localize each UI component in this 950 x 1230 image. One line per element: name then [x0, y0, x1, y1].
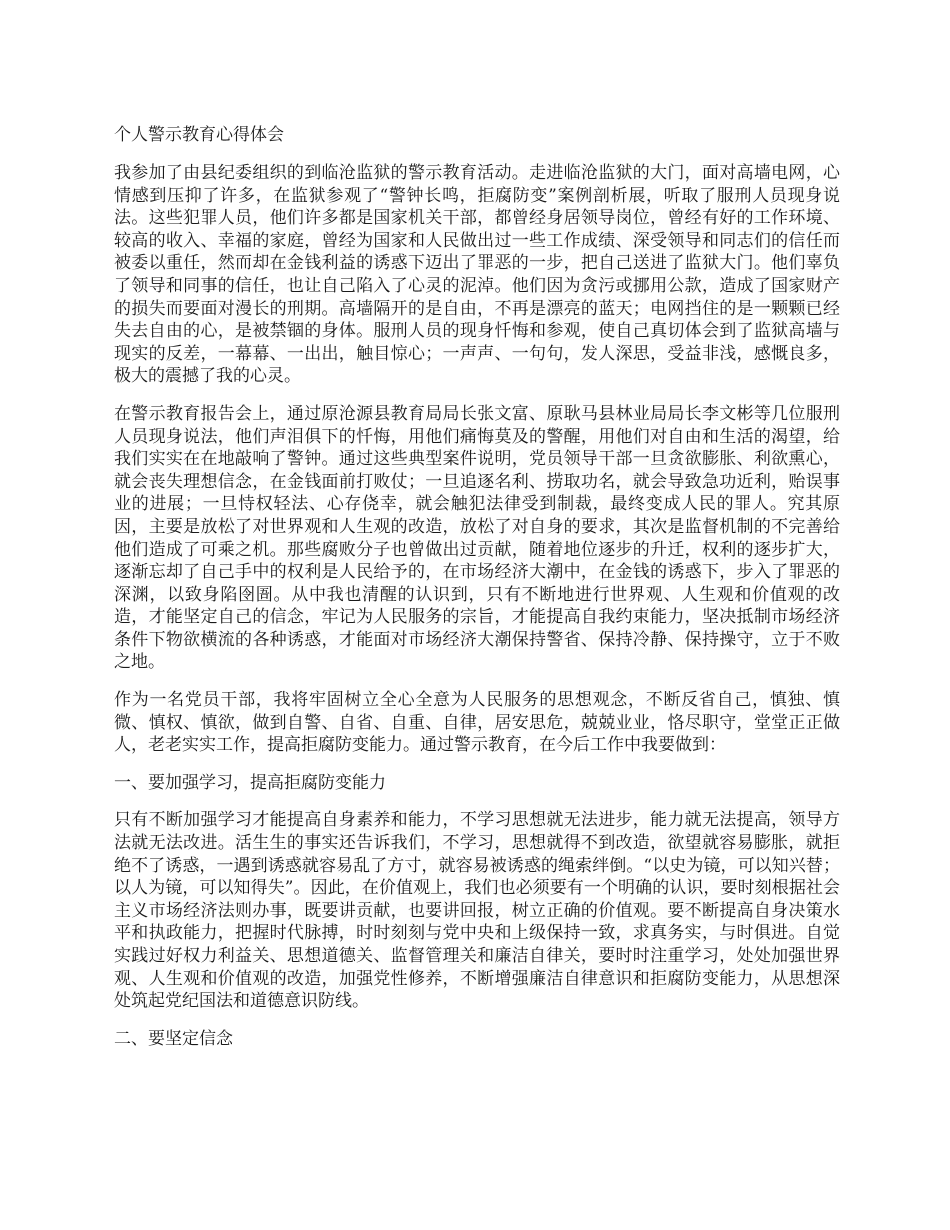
paragraph-report-meeting: 在警示教育报告会上，通过原沧源县教育局局长张文富、原耿马县林业局局长李文彬等几位服刑人员现身说法，他们声泪俱下的忏悔，用他们痛悔莫及的警醒，用他们对自由和生活的渴望，给我们实实在在地敲响了警钟。通过这些典型案件说明，党员领导干部一旦贪欲膨胀、利欲熏心，就会丧失理想信念，在金钱面前打败仗；一旦追逐名利、捞取功名，就会导致急功近利，贻误事业的进展；一旦恃权轻法、心存侥幸，就会触犯法律受到制裁，最终变成人民的罪人。究其原因，主要是放松了对世界观和人生观的改造，放松了对自身的要求，其次是监督机制的不完善给他们造成了可乘之机。那些腐败分子也曾做出过贡献，随着地位逐步的升迁，权利的逐步扩大，逐渐忘却了自己手中的权利是人民给予的，在市场经济大潮中，在金钱的诱惑下，步入了罪恶的深渊，以致身陷囹圄。从中我也清醒的认识到，只有不断地进行世界观、人生观和价值观的改造，才能坚定自己的信念，牢记为人民服务的宗旨，才能提高自我约束能力，坚决抵制市场经济条件下物欲横流的各种诱惑，才能面对市场经济大潮保持警省、保持冷静、保持操守，立于不败之地。 [114, 403, 840, 673]
document-page [114, 124, 840, 1065]
section-heading-study: 一、要加强学习，提高拒腐防变能力 [114, 772, 386, 793]
document-title: 个人警示教育心得体会 [114, 125, 284, 145]
section-heading-belief: 二、要坚定信念 [114, 1028, 233, 1049]
paragraph-study: 只有不断加强学习才能提高自身素养和能力，不学习思想就无法进步，能力就无法提高，领导方法就无法改进。活生生的事实还告诉我们，不学习，思想就得不到改造，欲望就容易膨胀，就拒绝不了诱惑，一遇到诱惑就容易乱了方寸，就容易被诱惑的绳索绊倒。“以史为镜，可以知兴替；以人为镜，可以知得失”。因此，在价值观上，我们也必须要有一个明确的认识，要时刻根据社会主义市场经济法则办事，既要讲贡献，也要讲回报，树立正确的价值观。要不断提高自身决策水平和执政能力，把握时代脉搏，时时刻刻与党中央和上级保持一致，求真务实，与时俱进。自觉实践过好权力利益关、思想道德关、监督管理关和廉洁自律关，要时时注重学习，处处加强世界观、人生观和价值观的改造，加强党性修养，不断增强廉洁自律意识和拒腐防变能力，从思想深处筑起党纪国法和道德意识防线。 [114, 810, 840, 1012]
paragraph-commitment: 作为一名党员干部，我将牢固树立全心全意为人民服务的思想观念，不断反省自己，慎独、慎微、慎权、慎欲，做到自警、自省、自重、自律，居安思危，兢兢业业，恪尽职守，堂堂正正做人，老老实实工作，提高拒腐防变能力。通过警示教育，在今后工作中我要做到： [114, 690, 840, 756]
paragraph-prison-visit: 我参加了由县纪委组织的到临沧监狱的警示教育活动。走进临沧监狱的大门，面对高墙电网，心情感到压抑了许多，在监狱参观了“警钟长鸣，拒腐防变”案例剖析展，听取了服刑人员现身说法。这些犯罪人员，他们许多都是国家机关干部，都曾经身居领导岗位，曾经有好的工作环境、较高的收入、幸福的家庭，曾经为国家和人民做出过一些工作成绩、深受领导和同志们的信任而被委以重任，然而却在金钱利益的诱惑下迈出了罪恶的一步，把自己送进了监狱大门。他们辜负了领导和同事的信任，也让自己陷入了心灵的泥淖。他们因为贪污或挪用公款，造成了国家财产的损失而要面对漫长的刑期。高墙隔开的是自由，不再是漂亮的蓝天；电网挡住的是一颗颗已经失去自由的心，是被禁锢的身体。服刑人员的现身忏悔和参观，使自己真切体会到了监狱高墙与现实的反差，一幕幕、一出出，触目惊心；一声声、一句句，发人深思，受益非浅，感慨良多，极大的震撼了我的心灵。 [114, 163, 840, 387]
